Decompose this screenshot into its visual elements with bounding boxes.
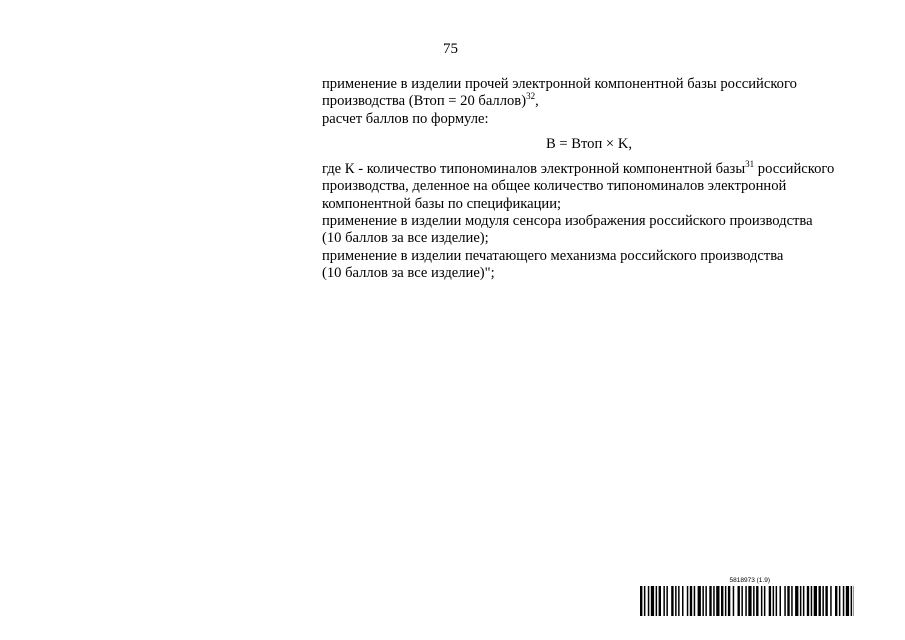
footnote-ref: 32 [526, 91, 536, 102]
paragraph-text: российского [754, 161, 835, 178]
paragraph-line: применение в изделии печатающего механизма российского производства [322, 247, 784, 264]
footnote-ref: 31 [745, 159, 755, 170]
paragraph-line: компонентной базы по спецификации; [322, 195, 562, 212]
barcode-label: 5818973 (1.9) [729, 577, 770, 584]
paragraph-line: расчет баллов по формуле: [322, 110, 489, 127]
paragraph-line: (10 баллов за все изделие)"; [322, 264, 495, 281]
barcode-block [640, 577, 854, 617]
paragraph-line [322, 161, 882, 178]
paragraph-line [322, 93, 882, 110]
page-number: 75 [443, 41, 458, 57]
paragraph-punct: , [535, 93, 539, 110]
paragraph-line: применение в изделии прочей электронной компонентной базы российского [322, 76, 797, 92]
paragraph-text: производства (Втоп = 20 баллов) [322, 93, 527, 110]
document-body [322, 76, 882, 282]
formula: В = Втоп × K, [546, 135, 633, 152]
barcode-image [640, 586, 854, 616]
paragraph-line: применение в изделии модуля сенсора изображения российского производства [322, 213, 813, 230]
paragraph-line: производства, деленное на общее количество типономиналов электронной [322, 178, 787, 195]
paragraph-line: (10 баллов за все изделие); [322, 230, 489, 247]
paragraph-text: где К - количество типономиналов электронной компонентной базы [322, 161, 746, 178]
